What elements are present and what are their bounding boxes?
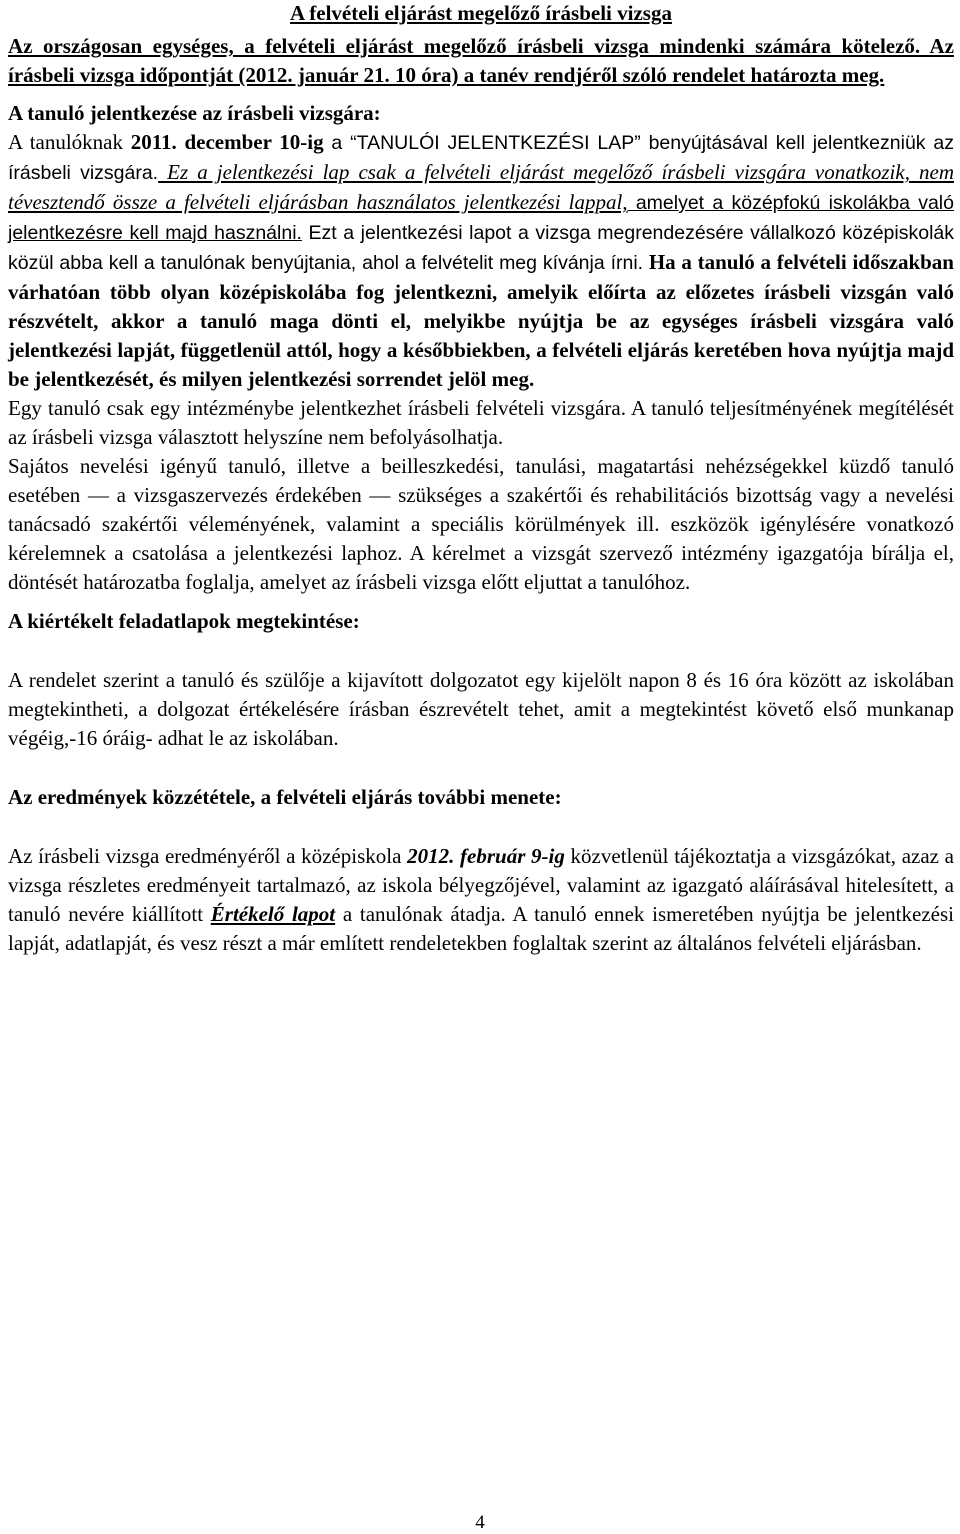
results-paragraph [8,842,954,958]
registration-text-d: kell jelentkezniük az írásbeli vizsgára. [8,132,954,184]
page-title: A felvételi eljárást megelőző írásbeli vizsga [290,1,672,25]
registration-text-a: A tanulóknak [8,130,131,154]
results-text-c: közvetlenül tájékoztatja a vizsgázókat, azaz a vizsga részletes eredményeit tartalmazó, az iskola bélyegzőjével, valamint az igazgató aláírásával hitelesített, a tanuló nevére kiállított [8,844,954,926]
registration-paragraph [8,128,954,394]
single-institution-paragraph: Egy tanuló csak egy intézménybe jelentkezhet írásbeli felvételi vizsgára. A tanuló teljesítményének megítélését az írásbeli vizsga választott helyszíne nem befolyásolhatja. [8,396,954,449]
registration-note-underlined: amelyet a középfokú iskolákba való jelentkezésre kell majd használni. [8,192,954,244]
results-deadline: 2012. február 9-ig [407,844,565,868]
registration-deadline: 2011. december 10-ig [130,130,324,154]
registration-bold-note: Ha a tanuló a felvételi időszakban várhatóan több olyan középiskolába fog jelentkezni, amelyik előírta az előzetes írásbeli vizsgán való részvételt, akkor a tanuló maga dönti el, melyikbe nyújtja be az egységes írásbeli vizsgára való jelentkezési lapját, függetlenül attól, hogy a későbbiekben, a felvételi eljárás keretében hova nyújtja majd be jelentkezését, és milyen jelentkezési sorrendet jelöl meg. [8,250,954,391]
results-heading: Az eredmények közzététele, a felvételi eljárás további menete: [8,785,562,809]
registration-form-name: a “TANULÓI JELENTKEZÉSI LAP” benyújtásával [323,132,776,154]
review-heading: A kiértékelt feladatlapok megtekintése: [8,609,360,633]
results-text-e: a tanulónak átadja. A tanuló ennek ismeretében nyújtja be jelentkezési lapját, adatlapját, és vesz részt a már említett rendeletekben foglaltak szerint az általános felvételi eljárásban. [8,902,954,955]
intro-paragraph: Az országosan egységes, a felvételi eljárást megelőző írásbeli vizsga mindenki számára kötelező. Az írásbeli vizsga időpontját (2012. január 21. 10 óra) a tanév rendjéről szóló rendelet határozta meg. [8,34,954,87]
review-paragraph: A rendelet szerint a tanuló és szülője a kijavított dolgozatot egy kijelölt napon 8 és 16 óra között az iskolában megtekintheti, a dolgozat értékelésére írásban észrevételt tehet, amit a megtekintést követő első munkanap végéig,-16 óráig- adhat le az iskolában. [8,668,954,750]
document-page [8,0,954,958]
registration-note-italic: Ez a jelentkezési lap csak a felvételi eljárást megelőző írásbeli vizsgára vonatkozik, nem tévesztendő össze a felvételi eljárásban használatos jelentkezési lappal, [8,160,954,214]
page-number: 4 [475,1512,485,1533]
registration-text-g: Ezt a jelentkezési lapot a vizsga megrendezésére vállalkozó középiskolák közül abba kell a tanulónak benyújtania, ahol a felvételit meg kívánja írni. [8,222,955,274]
registration-heading: A tanuló jelentkezése az írásbeli vizsgára: [8,101,381,125]
results-text-a: Az írásbeli vizsga eredményéről a középiskola [8,844,408,868]
evaluation-sheet-term: Értékelő lapot [210,902,336,926]
special-needs-paragraph: Sajátos nevelési igényű tanuló, illetve a beilleszkedési, tanulási, magatartási nehézségekkel küzdő tanuló esetében — a vizsgaszervezés érdekében — szükséges a szakértői és rehabilitációs bizottság vagy a nevelési tanácsadó szakértői véleményének, valamint a speciális körülmények ill. eszközök igénylésére vonatkozó kérelemnek a csatolása a jelentkezési laphoz. A kérelmet a vizsgát szervező intézmény igazgatója bírálja el, döntését határozatba foglalja, amelyet az írásbeli vizsga előtt eljuttat a tanulóhoz. [8,454,954,594]
